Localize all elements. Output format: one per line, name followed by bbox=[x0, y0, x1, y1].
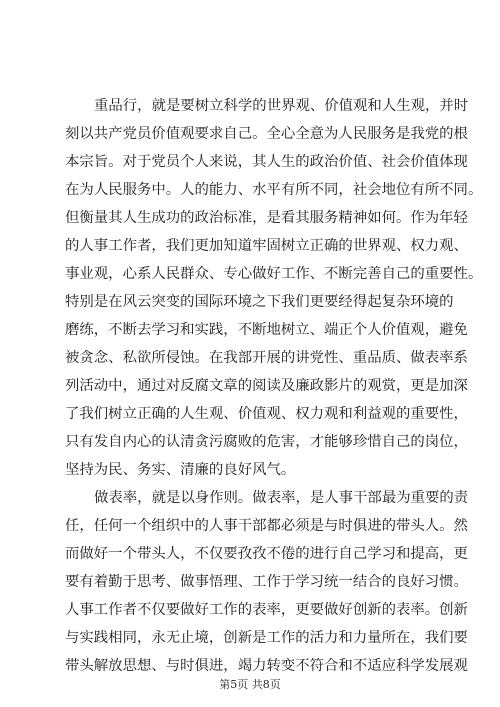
text-line: 重品行，就是要树立科学的世界观、价值观和人生观，并时 bbox=[94, 98, 469, 114]
page-footer bbox=[0, 678, 500, 692]
text-line: 只有发自内心的认清贪污腐败的危害，才能够珍惜自己的岗位， bbox=[65, 434, 468, 450]
text-line: 刻以共产党员价值观要求自己。全心全意为人民服务是我党的根 bbox=[65, 126, 468, 142]
text-line: 做表率，就是以身作则。做表率，是人事干部最为重要的责 bbox=[94, 490, 469, 506]
text-line: 事业观，心系人民群众、专心做好工作、不断完善自己的重要性。 bbox=[65, 266, 483, 282]
text-line: 特别是在风云突变的国际环境之下我们更要经得起复杂环境的 bbox=[65, 294, 454, 310]
text-line: 人事工作者不仅要做好工作的表率，更要做好创新的表率。创新 bbox=[65, 602, 468, 618]
body-text bbox=[65, 92, 483, 680]
page-number-label: 第5页 共8页 bbox=[219, 678, 281, 691]
text-line: 而做好一个带头人，不仅要孜孜不倦的进行自己学习和提高，更 bbox=[65, 546, 468, 562]
text-line: 被贪念、私欲所侵蚀。在我部开展的讲党性、重品质、做表率系 bbox=[65, 350, 468, 366]
text-line: 的人事工作者，我们更加知道牢固树立正确的世界观、权力观、 bbox=[65, 238, 468, 254]
text-line: 与实践相同，永无止境，创新是工作的活力和力量所在，我们要 bbox=[65, 630, 468, 646]
text-line: 要有着勤于思考、做事悟理、工作于学习统一结合的良好习惯。 bbox=[65, 574, 468, 590]
text-line: 但衡量其人生成功的政治标准，是看其服务精神如何。作为年轻 bbox=[65, 210, 468, 226]
text-line: 了我们树立正确的人生观、价值观、权力观和利益观的重要性， bbox=[65, 406, 468, 422]
text-line: 本宗旨。对于党员个人来说，其人生的政治价值、社会价值体现 bbox=[65, 154, 468, 170]
text-line: 磨练，不断去学习和实践，不断地树立、端正个人价值观，避免 bbox=[65, 322, 468, 338]
text-line: 坚持为民、务实、清廉的良好风气。 bbox=[65, 462, 296, 478]
text-line: 在为人民服务中。人的能力、水平有所不同，社会地位有所不同。 bbox=[65, 182, 483, 198]
text-line: 任，任何一个组织中的人事干部都必须是与时俱进的带头人。然 bbox=[65, 518, 468, 534]
text-line: 带头解放思想、与时俱进，竭力转变不符合和不适应科学发展观 bbox=[65, 658, 468, 674]
text-line: 列活动中，通过对反腐文章的阅读及廉政影片的观赏，更是加深 bbox=[65, 378, 468, 394]
